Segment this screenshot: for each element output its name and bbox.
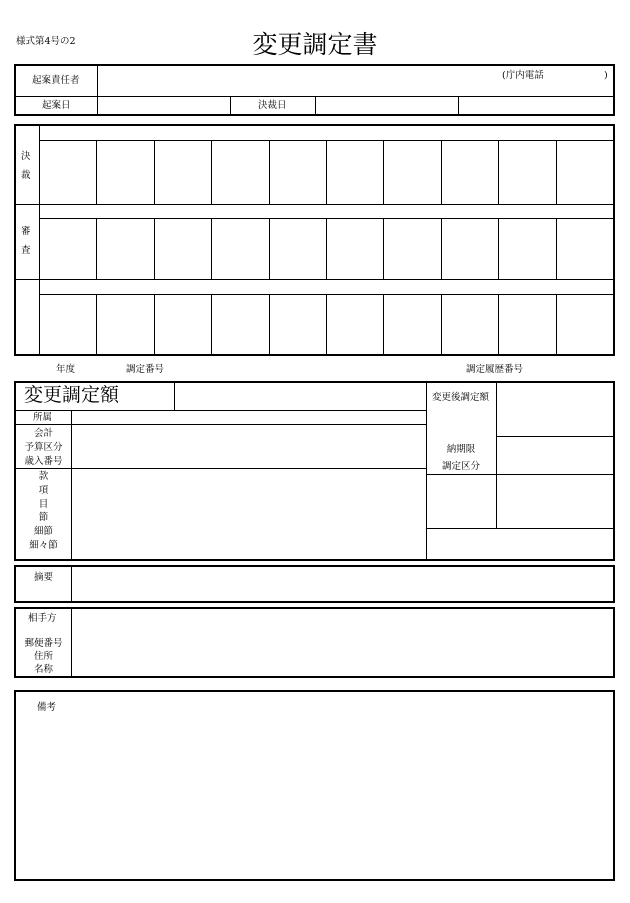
stamp-cell-extra-8[interactable] (442, 295, 497, 353)
extra-field-left[interactable] (428, 475, 494, 527)
counterparty-label: 相手方 (28, 613, 57, 624)
history-number-label: 調定履歴番号 (466, 364, 524, 375)
summary-label: 摘要 (34, 572, 54, 583)
stamp-cell-kessai-9[interactable] (499, 141, 554, 203)
stamp-cell-shinsa-9[interactable] (499, 219, 554, 278)
item-label-setsu: 節 (38, 512, 49, 524)
account-field[interactable] (73, 425, 425, 467)
address-label: 住所 (33, 650, 53, 662)
revenue-number-label: 歳入番号 (24, 455, 63, 467)
adjustment-category-label: 調定区分 (441, 460, 480, 472)
summary-box (14, 565, 615, 603)
stamp-cell-shinsa-6[interactable] (327, 219, 382, 278)
postal-code-label: 郵便番号 (24, 638, 63, 649)
draft-date-label: 起案日 (42, 100, 71, 111)
stamp-cell-extra-3[interactable] (155, 295, 210, 353)
stamp-cell-shinsa-2[interactable] (97, 219, 152, 278)
header-box (14, 64, 615, 116)
item-label-kan: 款 (38, 471, 49, 482)
stamp-cell-shinsa-10[interactable] (557, 219, 612, 278)
stamp-cell-shinsa-1[interactable] (40, 219, 95, 278)
decision-date-field[interactable] (317, 97, 457, 113)
phone-close: ) (604, 70, 608, 81)
originator-field[interactable] (100, 68, 490, 94)
budget-category-label: 予算区分 (24, 441, 63, 453)
kessai-label-1: 決 (21, 151, 31, 162)
stamp-cell-kessai-6[interactable] (327, 141, 382, 203)
summary-field[interactable] (73, 568, 611, 600)
due-date-label: 納期限 (446, 444, 476, 455)
due-date-labels (426, 442, 496, 475)
amount-value[interactable] (176, 384, 424, 409)
due-date-field[interactable] (498, 437, 612, 473)
draft-date-field[interactable] (99, 97, 229, 113)
amount-box (14, 381, 615, 561)
name-label: 名称 (33, 663, 53, 675)
remarks-box (14, 690, 615, 881)
amount-title: 変更調定額 (24, 384, 120, 406)
stamp-cell-kessai-2[interactable] (97, 141, 152, 203)
counterparty-field[interactable] (73, 610, 611, 675)
stamp-cell-kessai-5[interactable] (270, 141, 325, 203)
stamp-cell-kessai-1[interactable] (40, 141, 95, 203)
stamp-cell-shinsa-4[interactable] (212, 219, 267, 278)
stamp-cell-extra-6[interactable] (327, 295, 382, 353)
stamp-cell-extra-1[interactable] (40, 295, 95, 353)
phone-label: (庁内電話 (502, 70, 544, 81)
shinsa-label-2: 査 (21, 245, 31, 256)
stamp-cell-kessai-3[interactable] (155, 141, 210, 203)
counterparty-labels (16, 638, 71, 676)
stamp-cell-extra-4[interactable] (212, 295, 267, 353)
item-label-saisaisetsu: 細々節 (29, 539, 58, 551)
stamp-cell-shinsa-8[interactable] (442, 219, 497, 278)
decision-date-label: 決裁日 (258, 100, 287, 111)
stamp-cell-kessai-10[interactable] (557, 141, 612, 203)
stamp-cell-extra-7[interactable] (384, 295, 439, 353)
stamp-cell-extra-9[interactable] (499, 295, 554, 353)
stamp-cell-kessai-8[interactable] (442, 141, 497, 203)
extra-field-right[interactable] (498, 475, 612, 527)
stamp-cell-shinsa-7[interactable] (384, 219, 439, 278)
approval-header-shinsa[interactable] (40, 205, 612, 217)
stamp-cell-extra-5[interactable] (270, 295, 325, 353)
remarks-label: 備考 (37, 702, 57, 713)
approval-grid (14, 124, 615, 356)
account-label: 会計 (33, 428, 53, 439)
item-label-moku: 目 (38, 498, 49, 510)
originator-label: 起案責任者 (32, 75, 80, 86)
affiliation-label: 所属 (33, 412, 53, 423)
item-label-kou: 項 (38, 484, 49, 496)
shinsa-label-1: 審 (21, 226, 31, 237)
after-change-label: 変更後調定額 (432, 392, 490, 403)
page-title: 変更調定書 (252, 30, 378, 59)
item-field[interactable] (73, 469, 425, 558)
stamp-cell-extra-2[interactable] (97, 295, 152, 353)
stamp-cell-shinsa-5[interactable] (270, 219, 325, 278)
approval-header-extra[interactable] (40, 280, 612, 293)
adjustment-number-label: 調定番号 (126, 364, 165, 375)
stamp-cell-kessai-4[interactable] (212, 141, 267, 203)
form-number: 様式第4号の2 (16, 36, 76, 47)
fiscal-year-label: 年度 (56, 364, 76, 375)
stamp-cell-shinsa-3[interactable] (155, 219, 210, 278)
stamp-cell-kessai-7[interactable] (384, 141, 439, 203)
affiliation-field[interactable] (73, 411, 425, 423)
kessai-label-2: 裁 (21, 170, 31, 181)
account-labels (16, 427, 71, 468)
after-change-field[interactable] (498, 384, 612, 435)
item-labels (16, 470, 71, 553)
approval-header-kessai[interactable] (40, 127, 612, 139)
counterparty-box (14, 607, 615, 678)
remarks-field[interactable] (76, 696, 606, 876)
stamp-cell-extra-10[interactable] (557, 295, 612, 353)
item-label-saisetsu: 細節 (33, 526, 53, 538)
